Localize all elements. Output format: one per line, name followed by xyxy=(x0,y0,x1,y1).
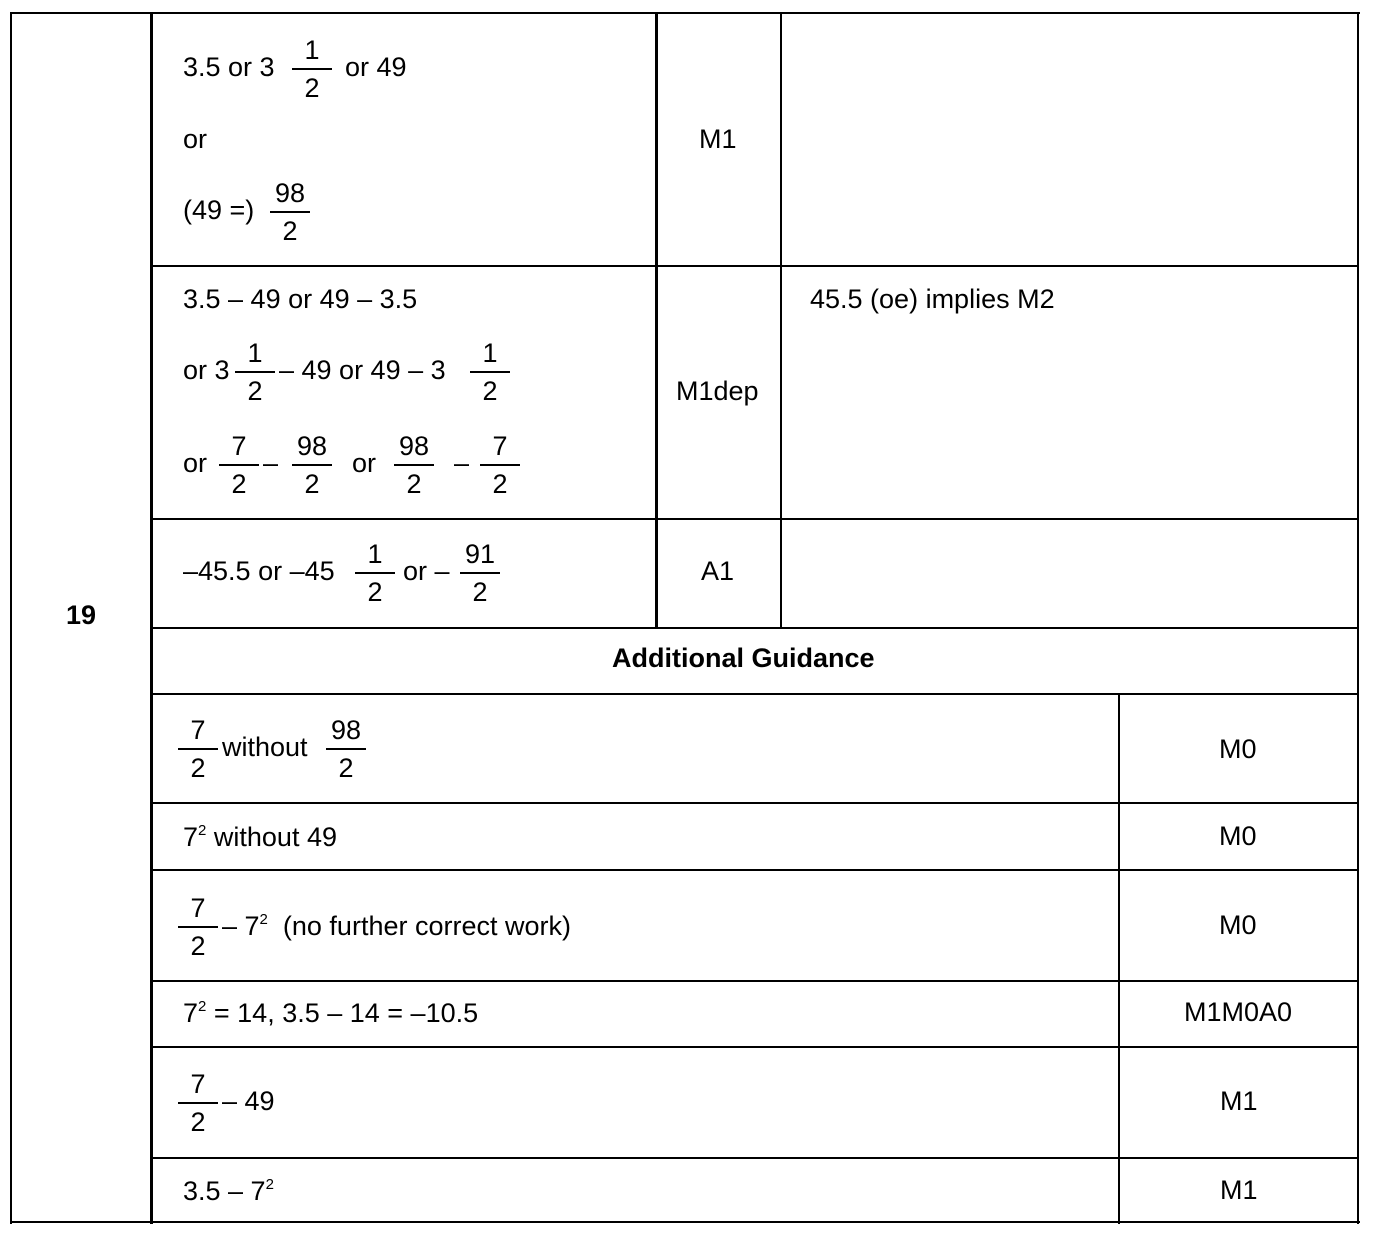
mark-row-1: M1 xyxy=(699,124,737,154)
guidance-base: 7 xyxy=(183,822,199,852)
row-2-line-3-part-a: or xyxy=(183,448,208,478)
fraction-seven-halves xyxy=(178,717,218,782)
row-2-line-1: 3.5 – 49 or 49 – 3.5 xyxy=(183,284,418,314)
fraction-denominator: 2 xyxy=(247,376,263,406)
guidance-row-divider xyxy=(151,802,1358,804)
guidance-mark: M0 xyxy=(1219,734,1257,764)
guidance-text xyxy=(183,823,337,851)
fraction-numerator: 1 xyxy=(367,539,383,569)
fraction-denominator: 2 xyxy=(231,469,247,499)
guidance-text: – 49 xyxy=(222,1086,275,1116)
guidance-mark-column-divider xyxy=(1118,694,1120,1224)
guidance-row-divider xyxy=(151,869,1358,871)
guidance-text: without xyxy=(222,732,308,762)
fraction-one-half xyxy=(470,340,510,405)
fraction-numerator: 7 xyxy=(492,431,508,461)
fraction-numerator: 7 xyxy=(231,431,247,461)
row-2-line-3-part-c: or xyxy=(352,448,377,478)
guidance-base: 7 xyxy=(183,998,199,1028)
guidance-mark: M0 xyxy=(1219,910,1257,940)
mark-column-divider xyxy=(780,12,782,628)
fraction-seven-halves xyxy=(178,1071,218,1136)
fraction-numerator: 1 xyxy=(247,338,263,368)
fraction-seven-halves xyxy=(219,433,259,498)
guidance-text-a: – 7 xyxy=(222,911,260,941)
comment-row-2: 45.5 (oe) implies M2 xyxy=(810,284,1055,314)
fraction-numerator: 7 xyxy=(190,893,206,923)
guidance-text-rest: = 14, 3.5 – 14 = –10.5 xyxy=(213,998,479,1028)
fraction-denominator: 2 xyxy=(472,577,488,607)
guidance-superscript: 2 xyxy=(259,911,268,928)
fraction-numerator: 98 xyxy=(296,431,328,461)
guidance-row-divider xyxy=(151,1046,1358,1048)
row-2-line-2-part-b: – 49 or 49 – 3 xyxy=(279,355,446,385)
mark-row-2: M1dep xyxy=(676,376,759,406)
fraction-ninety-eight-halves xyxy=(292,433,332,498)
row-1-line-1-part-a: 3.5 or 3 xyxy=(183,52,275,82)
guidance-superscript: 2 xyxy=(265,1176,274,1193)
table-border-top xyxy=(10,12,1360,14)
fraction-numerator: 98 xyxy=(274,178,306,208)
fraction-numerator: 7 xyxy=(190,1069,206,1099)
row-divider xyxy=(151,265,1358,267)
guidance-superscript: 2 xyxy=(198,822,207,839)
row-3-line-1-part-b: or – xyxy=(403,556,450,586)
fraction-numerator: 98 xyxy=(398,431,430,461)
guidance-row-divider xyxy=(151,1157,1358,1159)
fraction-denominator: 2 xyxy=(406,469,422,499)
guidance-text-rest: without 49 xyxy=(213,822,337,852)
fraction-numerator: 1 xyxy=(304,35,320,65)
fraction-denominator: 2 xyxy=(482,376,498,406)
row-divider xyxy=(151,518,1358,520)
fraction-denominator: 2 xyxy=(190,931,206,961)
fraction-ninety-eight-halves xyxy=(394,433,434,498)
row-2-line-2-part-a: or 3 xyxy=(183,355,230,385)
guidance-text xyxy=(183,999,478,1027)
row-2-line-3-part-b: – xyxy=(263,448,279,478)
row-1-line-3: (49 =) xyxy=(183,195,255,225)
fraction-numerator: 7 xyxy=(190,715,206,745)
fraction-denominator: 2 xyxy=(367,577,383,607)
question-number: 19 xyxy=(66,600,97,630)
fraction-numerator: 91 xyxy=(464,539,496,569)
fraction-denominator: 2 xyxy=(282,216,298,246)
row-2-line-3-part-d: – xyxy=(454,448,470,478)
fraction-seven-halves xyxy=(178,895,218,960)
answer-column-divider xyxy=(655,12,658,628)
fraction-ninety-eight-halves xyxy=(326,717,366,782)
fraction-denominator: 2 xyxy=(190,753,206,783)
fraction-one-half xyxy=(355,541,395,606)
fraction-denominator: 2 xyxy=(492,469,508,499)
fraction-one-half xyxy=(235,340,275,405)
row-1-line-2: or xyxy=(183,124,208,154)
fraction-ninety-eight-halves xyxy=(270,180,310,245)
fraction-denominator: 2 xyxy=(338,753,354,783)
fraction-denominator: 2 xyxy=(304,469,320,499)
fraction-numerator: 1 xyxy=(482,338,498,368)
question-column-divider xyxy=(150,12,153,1224)
table-border-right xyxy=(1357,12,1359,1224)
table-border-left xyxy=(10,12,12,1224)
guidance-text xyxy=(222,912,571,940)
fraction-seven-halves xyxy=(480,433,520,498)
guidance-text-b: (no further correct work) xyxy=(282,911,571,941)
table-border-bottom xyxy=(10,1221,1360,1223)
fraction-denominator: 2 xyxy=(304,73,320,103)
guidance-mark: M1M0A0 xyxy=(1184,997,1293,1027)
guidance-row-divider xyxy=(151,980,1358,982)
mark-row-3: A1 xyxy=(701,556,735,586)
fraction-one-half xyxy=(292,37,332,102)
guidance-heading: Additional Guidance xyxy=(612,643,875,673)
guidance-text-base: 3.5 – 7 xyxy=(183,1176,266,1206)
row-1-line-1-part-b: or 49 xyxy=(345,52,407,82)
fraction-denominator: 2 xyxy=(190,1107,206,1137)
guidance-superscript: 2 xyxy=(198,998,207,1015)
guidance-mark: M1 xyxy=(1220,1086,1258,1116)
fraction-ninety-one-halves xyxy=(460,541,500,606)
guidance-heading-divider xyxy=(151,693,1358,695)
row-divider xyxy=(151,627,1358,629)
row-3-line-1-part-a: –45.5 or –45 xyxy=(183,556,335,586)
guidance-text xyxy=(183,1177,274,1205)
guidance-mark: M1 xyxy=(1220,1175,1258,1205)
guidance-mark: M0 xyxy=(1219,821,1257,851)
fraction-numerator: 98 xyxy=(330,715,362,745)
